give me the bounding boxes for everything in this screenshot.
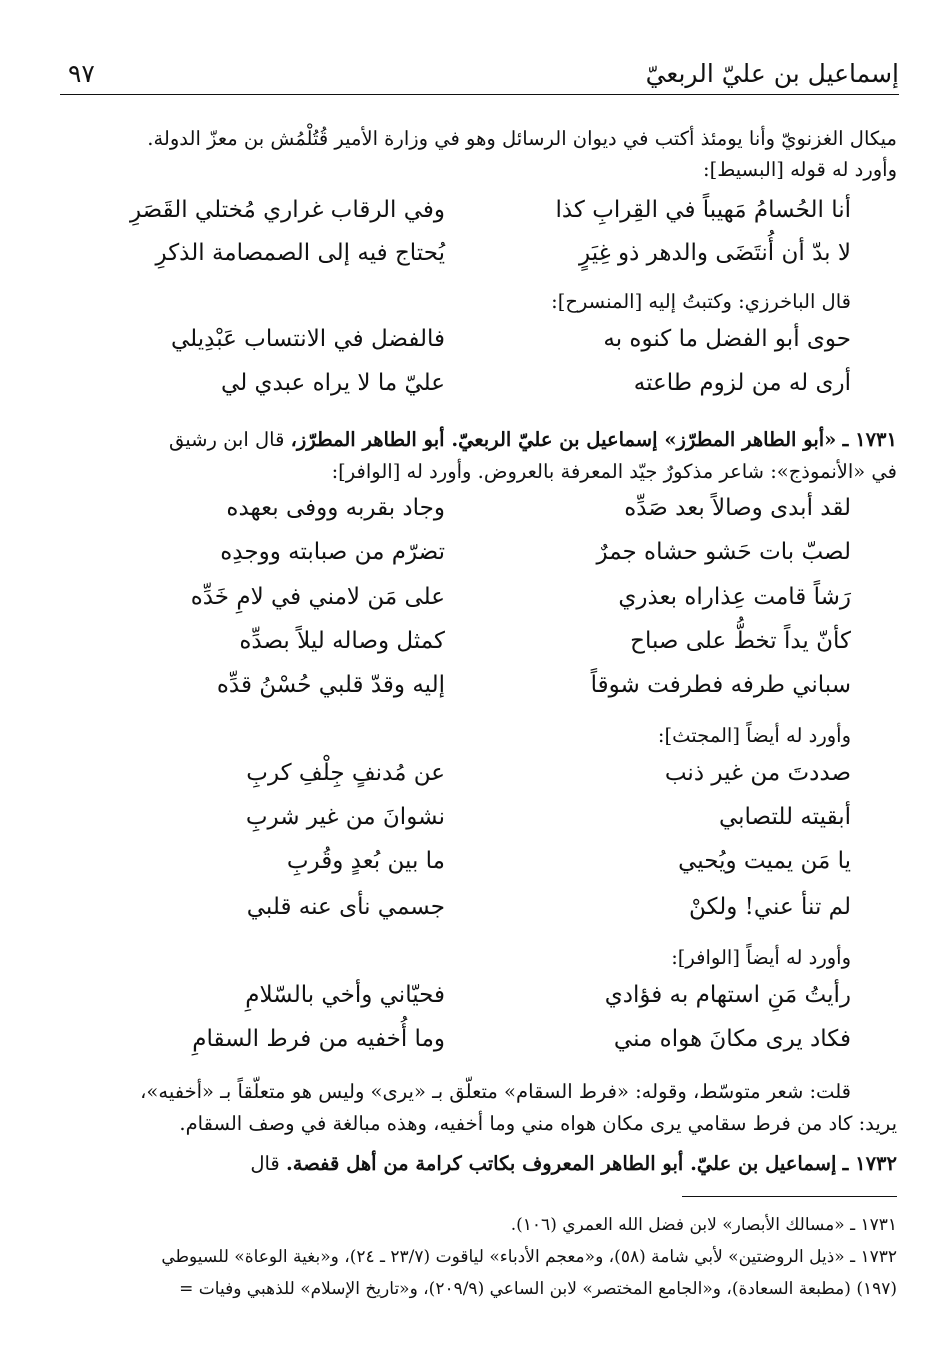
verse-second-hemistich: تضرّم من صبابته ووجدِه xyxy=(220,539,445,565)
verse-first-hemistich: لا بدّ أن أُنتَضَى والدهر ذو غِيَرٍ xyxy=(579,240,851,266)
footnote-line: ١٧٣٢ ـ «ذيل الروضتين» لأبي شامة (٥٨)، و«معجم الأدباء» لياقوت (٢٣/٧ ـ ٢٤)، و«بغية الوعاة» للسيوطي xyxy=(161,1247,897,1267)
entry-number: ١٧٣٢ ـ xyxy=(842,1152,897,1175)
verse-first-hemistich: رأيتُ مَنِ استهام به فؤادي xyxy=(604,982,851,1008)
intro-line-1: ميكال الغزنويّ وأنا يومئذ أكتب في ديوان الرسائل وهو في وزارة الأمير قُتُلْمُش بن معزّ الدولة. xyxy=(147,127,897,150)
verse-line xyxy=(0,894,939,938)
verse-first-hemistich: فكاد يرى مكانَ هواه مني xyxy=(613,1026,851,1052)
verse-second-hemistich: وجاد بقربه ووفى بعهده xyxy=(226,495,445,521)
entry-1732-heading xyxy=(45,1150,897,1178)
running-title: إسماعيل بن عليّ الربعيّ xyxy=(645,59,899,88)
verse-second-hemistich: ما بين بُعدٍ وقُربِ xyxy=(286,848,445,874)
verse-second-hemistich: يُحتاج فيه إلى الصمصامة الذكرِ xyxy=(155,240,445,266)
verse-first-hemistich: أبقيته للتصابي xyxy=(718,804,851,830)
verse-line xyxy=(0,584,939,628)
verse-line xyxy=(0,326,939,370)
verse-line xyxy=(0,240,939,284)
verse-first-hemistich: لصبّ بات حَشو حشاه جمرٌ xyxy=(596,539,851,565)
verse-second-hemistich: نشوانَ من غير شربِ xyxy=(245,804,445,830)
footnote-line: (١٩٧) (مطبعة السعادة)، و«الجامع المختصر» لابن الساعي (٢٠٩/٩)، و«تاريخ الإسلام» للذهبي وفيات = xyxy=(179,1279,897,1299)
footnote-line: ١٧٣١ ـ «مسالك الأبصار» لابن فضل الله العمري (١٠٦). xyxy=(510,1215,897,1235)
verse-first-hemistich: حوى أبو الفضل ما كنوه به xyxy=(603,326,851,352)
entry-title: «أبو الطاهر المطرّز» إسماعيل بن عليّ الربعيّ. أبو الطاهر المطرّز، xyxy=(290,428,837,451)
verse-line xyxy=(0,1026,939,1070)
verse-line xyxy=(0,197,939,241)
verse-line xyxy=(0,760,939,804)
verse-line xyxy=(0,672,939,716)
wafir-intro: وأورد له أيضاً [الوافر]: xyxy=(671,946,851,969)
verse-first-hemistich: لم تنأ عني! ولكنْ xyxy=(689,894,851,920)
page-number: ٩٧ xyxy=(68,59,95,88)
qultu-line-1: قلت: شعر متوسّط، وقوله: «فرط السقام» متعلّق بـ «يرى» وليس هو متعلّقاً بـ «أخفيه»، xyxy=(140,1080,851,1103)
header-rule xyxy=(60,94,899,95)
entry-number: ١٧٣١ ـ xyxy=(842,428,897,451)
verse-first-hemistich: لقد أبدى وصالاً بعد صَدِّه xyxy=(624,495,851,521)
verse-second-hemistich: إليه وقدّ قلبي حُسْنُ قدِّه xyxy=(216,672,445,698)
entry-heading-tail: قال ابن رشيق xyxy=(168,428,285,451)
footnote-rule xyxy=(682,1196,897,1197)
page-header xyxy=(60,55,899,95)
verse-first-hemistich: رَشاً قامت عِذاراه بعذري xyxy=(618,584,851,610)
verse-line xyxy=(0,848,939,892)
verse-line xyxy=(0,804,939,848)
entry-heading-tail: قال xyxy=(250,1152,280,1175)
verse-line xyxy=(0,628,939,672)
verse-second-hemistich: وفي الرقاب غراري مُختلي القَصَرِ xyxy=(129,197,445,223)
entry-title: إسماعيل بن عليّ. أبو الطاهر المعروف بكاتب كرامة من أهل قفصة. xyxy=(285,1152,837,1175)
verse-second-hemistich: جسمي نأى عنه قلبي xyxy=(246,894,445,920)
verse-first-hemistich: كأنّ يداً تخطُّ على صباح xyxy=(630,628,851,654)
verse-first-hemistich: أنا الحُسامُ مَهيباً في القِرابِ كذا xyxy=(555,197,851,223)
verse-second-hemistich: فحيّاني وأخي بالسّلامِ xyxy=(245,982,445,1008)
verse-first-hemistich: أرى له من لزوم طاعته xyxy=(633,370,851,396)
verse-first-hemistich: سباني طرفه فطرفت شوقاً xyxy=(590,672,851,698)
verse-second-hemistich: فالفضل في الانتساب عَبْدِيلي xyxy=(170,326,445,352)
verse-line xyxy=(0,370,939,414)
intro-line-2: وأورد له قوله [البسيط]: xyxy=(703,158,897,181)
verse-second-hemistich: وما أُخفيه من فرط السقامِ xyxy=(192,1026,445,1052)
verse-line xyxy=(0,982,939,1026)
entry-1731-heading xyxy=(45,426,897,454)
mujtath-intro: وأورد له أيضاً [المجتث]: xyxy=(657,724,851,747)
entry-1731-line-2: في «الأنموذج»: شاعر مذكورٌ جيّد المعرفة بالعروض. وأورد له [الوافر]: xyxy=(331,460,897,483)
verse-first-hemistich: يا مَن يميت ويُحيي xyxy=(678,848,851,874)
verse-first-hemistich: صددتَ من غير ذنب xyxy=(664,760,851,786)
verse-line xyxy=(0,539,939,583)
verse-line xyxy=(0,495,939,539)
verse-second-hemistich: عن مُدنفٍ جِلْفِ كربِ xyxy=(246,760,445,786)
qultu-line-2: يريد: كاد من فرط سقامي يرى مكان هواه مني وما أخفيه، وهذه مبالغة في وصف السقام. xyxy=(179,1112,897,1135)
verse-second-hemistich: كمثل وصاله ليلاً بصدِّه xyxy=(239,628,445,654)
bakharzi-intro: قال الباخرزي: وكتبتُ إليه [المنسرح]: xyxy=(551,290,851,313)
verse-second-hemistich: على مَن لامني في لامِ خَدِّه xyxy=(190,584,445,610)
verse-second-hemistich: عليّ ما لا يراه عبدي لي xyxy=(221,370,445,396)
